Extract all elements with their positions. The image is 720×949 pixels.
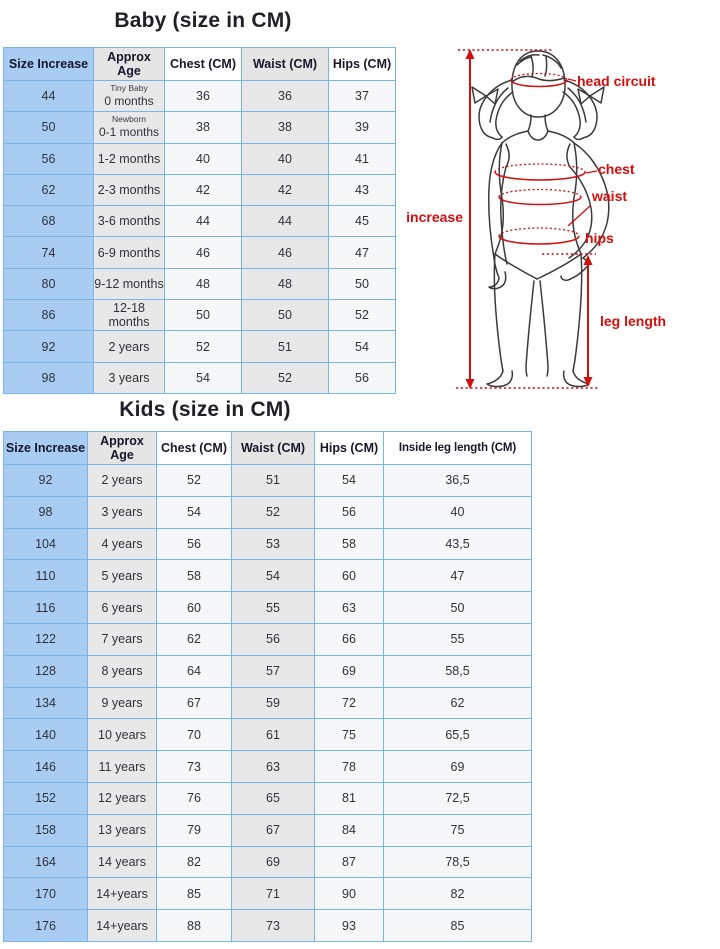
measurement-figure — [400, 30, 720, 410]
baby-table-row — [4, 206, 396, 237]
baby-section-title: Baby (size in CM) — [114, 9, 292, 32]
kids-cell-inside-leg: 69 — [384, 751, 532, 783]
kids-cell-waist: 61 — [232, 719, 315, 751]
kids-cell-waist: 71 — [232, 878, 315, 910]
kids-cell-size: 98 — [4, 496, 88, 528]
baby-table-row — [4, 143, 396, 174]
kids-cell-hips: 78 — [315, 751, 384, 783]
kids-cell-waist: 54 — [232, 560, 315, 592]
kids-cell-size: 134 — [4, 687, 88, 719]
baby-cell-hips: 52 — [329, 300, 396, 331]
kids-cell-waist: 57 — [232, 655, 315, 687]
baby-cell-waist: 40 — [242, 143, 329, 174]
baby-header-5: Hips (CM) — [329, 48, 396, 81]
kids-cell-inside-leg: 47 — [384, 560, 532, 592]
kids-cell-waist: 55 — [232, 592, 315, 624]
kids-cell-chest: 82 — [157, 846, 232, 878]
figure-label-head-circuit: head circuit — [577, 73, 656, 89]
kids-header-row — [4, 432, 532, 465]
kids-table-body — [4, 465, 532, 942]
kids-cell-hips: 81 — [315, 782, 384, 814]
kids-cell-age: 14+years — [88, 878, 157, 910]
kids-table-row — [4, 878, 532, 910]
kids-cell-waist: 65 — [232, 782, 315, 814]
kids-cell-waist: 63 — [232, 751, 315, 783]
baby-cell-age: 3 years — [94, 362, 165, 393]
baby-cell-hips: 41 — [329, 143, 396, 174]
baby-cell-size: 86 — [4, 300, 94, 331]
kids-table-row — [4, 560, 532, 592]
baby-header-4: Waist (CM) — [242, 48, 329, 81]
kids-table-row — [4, 623, 532, 655]
baby-cell-age: Tiny Baby 0 months — [94, 81, 165, 112]
kids-cell-hips: 93 — [315, 910, 384, 942]
kids-cell-hips: 63 — [315, 592, 384, 624]
kids-cell-inside-leg: 65,5 — [384, 719, 532, 751]
baby-cell-waist: 42 — [242, 174, 329, 205]
kids-cell-waist: 69 — [232, 846, 315, 878]
baby-cell-size: 92 — [4, 331, 94, 362]
kids-cell-inside-leg: 36,5 — [384, 465, 532, 497]
baby-cell-hips: 37 — [329, 81, 396, 112]
kids-cell-size: 176 — [4, 910, 88, 942]
kids-cell-size: 140 — [4, 719, 88, 751]
baby-cell-waist: 38 — [242, 112, 329, 143]
baby-cell-hips: 45 — [329, 206, 396, 237]
kids-cell-chest: 88 — [157, 910, 232, 942]
kids-cell-hips: 75 — [315, 719, 384, 751]
kids-cell-hips: 58 — [315, 528, 384, 560]
baby-cell-waist: 50 — [242, 300, 329, 331]
baby-cell-size: 62 — [4, 174, 94, 205]
kids-table-row — [4, 528, 532, 560]
kids-cell-inside-leg: 58,5 — [384, 655, 532, 687]
baby-cell-waist: 48 — [242, 268, 329, 299]
figure-label-leg-length: leg length — [600, 313, 667, 329]
figure-label-increase: increase — [406, 209, 463, 225]
baby-table-row — [4, 237, 396, 268]
baby-cell-chest: 38 — [165, 112, 242, 143]
baby-cell-age: 12-18 months — [94, 300, 165, 331]
baby-table-body — [4, 81, 396, 394]
baby-cell-hips: 39 — [329, 112, 396, 143]
baby-table-row — [4, 112, 396, 143]
kids-table-row — [4, 592, 532, 624]
kids-cell-inside-leg: 62 — [384, 687, 532, 719]
kids-table-row — [4, 496, 532, 528]
baby-cell-age: 3-6 months — [94, 206, 165, 237]
kids-cell-age: 14 years — [88, 846, 157, 878]
kids-table-row — [4, 751, 532, 783]
kids-cell-waist: 53 — [232, 528, 315, 560]
baby-cell-waist: 52 — [242, 362, 329, 393]
kids-table-row — [4, 719, 532, 751]
baby-cell-size: 74 — [4, 237, 94, 268]
figure-label-hips: hips — [585, 230, 614, 246]
kids-cell-inside-leg: 85 — [384, 910, 532, 942]
baby-cell-hips: 56 — [329, 362, 396, 393]
baby-header-1: Size Increase — [4, 48, 94, 81]
hips-girth-front — [499, 236, 579, 244]
kids-cell-hips: 56 — [315, 496, 384, 528]
baby-cell-size: 44 — [4, 81, 94, 112]
baby-header-row — [4, 48, 396, 81]
kids-cell-age: 13 years — [88, 814, 157, 846]
head-leader-line — [568, 79, 576, 81]
baby-table-row — [4, 300, 396, 331]
kids-cell-waist: 59 — [232, 687, 315, 719]
chest-leader-line — [586, 171, 597, 173]
figure-label-chest: chest — [598, 161, 635, 177]
baby-cell-hips: 47 — [329, 237, 396, 268]
kids-cell-size: 152 — [4, 782, 88, 814]
kids-cell-age: 6 years — [88, 592, 157, 624]
hips-girth-back — [499, 228, 579, 236]
kids-cell-hips: 60 — [315, 560, 384, 592]
kids-cell-inside-leg: 40 — [384, 496, 532, 528]
baby-cell-hips: 54 — [329, 331, 396, 362]
baby-cell-age: 2-3 months — [94, 174, 165, 205]
baby-cell-chest: 42 — [165, 174, 242, 205]
kids-cell-inside-leg: 72,5 — [384, 782, 532, 814]
kids-cell-size: 170 — [4, 878, 88, 910]
waist-girth-front — [499, 197, 581, 204]
kids-cell-chest: 56 — [157, 528, 232, 560]
kids-cell-size: 158 — [4, 814, 88, 846]
kids-table-row — [4, 687, 532, 719]
kids-cell-inside-leg: 55 — [384, 623, 532, 655]
kids-cell-chest: 70 — [157, 719, 232, 751]
kids-cell-chest: 62 — [157, 623, 232, 655]
figure-label-waist: waist — [592, 188, 628, 204]
kids-section-title: Kids (size in CM) — [119, 398, 291, 421]
kids-header-5: Hips (CM) — [315, 432, 384, 465]
baby-table-row — [4, 362, 396, 393]
kids-cell-chest: 76 — [157, 782, 232, 814]
kids-cell-chest: 58 — [157, 560, 232, 592]
kids-cell-hips: 87 — [315, 846, 384, 878]
kids-cell-hips: 90 — [315, 878, 384, 910]
baby-cell-chest: 46 — [165, 237, 242, 268]
baby-size-table — [3, 47, 396, 394]
kids-cell-waist: 67 — [232, 814, 315, 846]
kids-cell-chest: 85 — [157, 878, 232, 910]
kids-table-row — [4, 465, 532, 497]
kids-cell-size: 122 — [4, 623, 88, 655]
kids-cell-age: 11 years — [88, 751, 157, 783]
baby-cell-chest: 52 — [165, 331, 242, 362]
kids-cell-hips: 69 — [315, 655, 384, 687]
baby-cell-hips: 50 — [329, 268, 396, 299]
kids-table-row — [4, 814, 532, 846]
baby-cell-age: Newborn 0-1 months — [94, 112, 165, 143]
kids-cell-age: 14+years — [88, 910, 157, 942]
baby-cell-age: 9-12 months — [94, 268, 165, 299]
kids-cell-hips: 66 — [315, 623, 384, 655]
kids-cell-chest: 79 — [157, 814, 232, 846]
baby-cell-chest: 40 — [165, 143, 242, 174]
kids-cell-chest: 54 — [157, 496, 232, 528]
kids-cell-size: 104 — [4, 528, 88, 560]
kids-cell-inside-leg: 78,5 — [384, 846, 532, 878]
baby-cell-size: 56 — [4, 143, 94, 174]
baby-cell-age: 1-2 months — [94, 143, 165, 174]
baby-cell-waist: 44 — [242, 206, 329, 237]
kids-cell-size: 128 — [4, 655, 88, 687]
baby-cell-size: 80 — [4, 268, 94, 299]
kids-cell-hips: 72 — [315, 687, 384, 719]
kids-cell-waist: 73 — [232, 910, 315, 942]
kids-size-table — [3, 431, 532, 942]
baby-cell-size: 98 — [4, 362, 94, 393]
kids-cell-size: 110 — [4, 560, 88, 592]
kids-cell-age: 9 years — [88, 687, 157, 719]
kids-cell-hips: 54 — [315, 465, 384, 497]
baby-cell-chest: 50 — [165, 300, 242, 331]
kids-cell-inside-leg: 50 — [384, 592, 532, 624]
kids-cell-inside-leg: 75 — [384, 814, 532, 846]
kids-cell-chest: 60 — [157, 592, 232, 624]
kids-cell-hips: 84 — [315, 814, 384, 846]
kids-header-1: Size Increase — [4, 432, 88, 465]
kids-table-row — [4, 782, 532, 814]
baby-cell-age: 2 years — [94, 331, 165, 362]
kids-cell-age: 2 years — [88, 465, 157, 497]
kids-cell-age: 12 years — [88, 782, 157, 814]
baby-cell-waist: 46 — [242, 237, 329, 268]
kids-cell-size: 164 — [4, 846, 88, 878]
kids-cell-age: 10 years — [88, 719, 157, 751]
baby-cell-size: 50 — [4, 112, 94, 143]
kids-cell-chest: 52 — [157, 465, 232, 497]
kids-cell-waist: 51 — [232, 465, 315, 497]
baby-cell-chest: 48 — [165, 268, 242, 299]
kids-cell-waist: 52 — [232, 496, 315, 528]
measurement-annotations — [406, 49, 666, 389]
kids-cell-age: 7 years — [88, 623, 157, 655]
baby-header-2: Approx Age — [94, 48, 165, 81]
baby-cell-chest: 36 — [165, 81, 242, 112]
kids-cell-waist: 56 — [232, 623, 315, 655]
baby-table-row — [4, 174, 396, 205]
kids-cell-inside-leg: 82 — [384, 878, 532, 910]
kids-header-3: Chest (CM) — [157, 432, 232, 465]
kids-header-6: Inside leg length (CM) — [384, 432, 532, 465]
chest-girth-front — [495, 172, 585, 180]
head-girth-front — [511, 80, 567, 87]
waist-leader-line — [568, 206, 590, 226]
kids-table-row — [4, 655, 532, 687]
kids-cell-inside-leg: 43,5 — [384, 528, 532, 560]
baby-header-3: Chest (CM) — [165, 48, 242, 81]
kids-table-row — [4, 846, 532, 878]
kids-cell-chest: 73 — [157, 751, 232, 783]
kids-cell-size: 92 — [4, 465, 88, 497]
girl-figure-illustration — [400, 30, 720, 410]
kids-cell-age: 4 years — [88, 528, 157, 560]
baby-table-row — [4, 81, 396, 112]
kids-cell-age: 8 years — [88, 655, 157, 687]
kids-cell-chest: 67 — [157, 687, 232, 719]
baby-cell-size: 68 — [4, 206, 94, 237]
kids-cell-age: 5 years — [88, 560, 157, 592]
kids-cell-size: 146 — [4, 751, 88, 783]
kids-header-4: Waist (CM) — [232, 432, 315, 465]
baby-table-row — [4, 331, 396, 362]
baby-cell-age: 6-9 months — [94, 237, 165, 268]
baby-cell-chest: 44 — [165, 206, 242, 237]
kids-cell-chest: 64 — [157, 655, 232, 687]
waist-girth-back — [499, 190, 581, 197]
baby-cell-waist: 51 — [242, 331, 329, 362]
kids-table-row — [4, 910, 532, 942]
baby-cell-hips: 43 — [329, 174, 396, 205]
baby-table-row — [4, 268, 396, 299]
kids-cell-age: 3 years — [88, 496, 157, 528]
baby-cell-waist: 36 — [242, 81, 329, 112]
baby-cell-chest: 54 — [165, 362, 242, 393]
kids-header-2: Approx Age — [88, 432, 157, 465]
kids-cell-size: 116 — [4, 592, 88, 624]
